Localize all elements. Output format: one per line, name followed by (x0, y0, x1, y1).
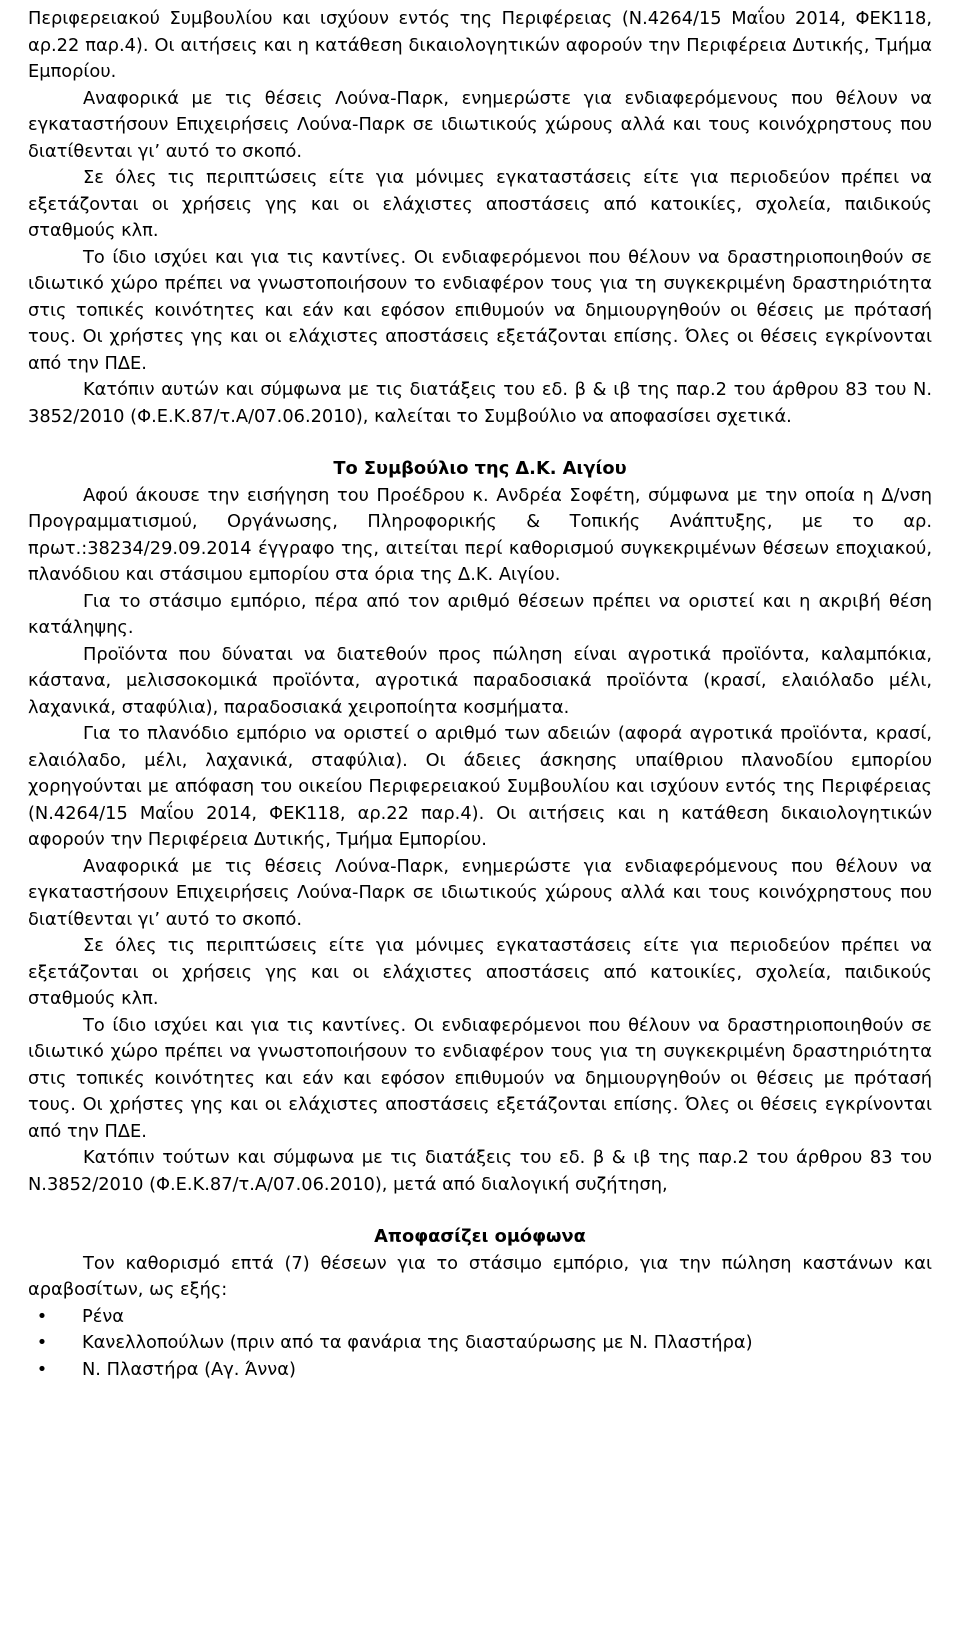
paragraph-continued: Περιφερειακού Συμβουλίου και ισχύουν εντός της Περιφέρειας (Ν.4264/15 Μαΐου 2014, ΦΕΚ118, αρ.22 παρ.4). Οι αιτήσεις και η κατάθεση δικαιολογητικών αφορούν την Περιφέρεια Δυτικής, Τμήμα Εμπορίου. (28, 8, 932, 82)
paragraph-land-use-2: Σε όλες τις περιπτώσεις είτε για μόνιμες εγκαταστάσεις είτε για περιοδεύον πρέπει να εξετάζονται οι χρήσεις γης και οι ελάχιστες αποστάσεις από κατοικίες, σχολεία, παιδικούς σταθμούς κλπ. (28, 935, 932, 1009)
paragraph-land-use: Σε όλες τις περιπτώσεις είτε για μόνιμες εγκαταστάσεις είτε για περιοδεύον πρέπει να εξετάζονται οι χρήσεις γης και οι ελάχιστες αποστάσεις από κατοικίες, σχολεία, παιδικούς σταθμούς κλπ. (28, 167, 932, 241)
list-item-label: Κανελλοπούλων (πριν από τα φανάρια της διασταύρωσης με Ν. Πλαστήρα) (82, 1332, 753, 1353)
bullet-icon: • (36, 1332, 48, 1353)
list-item (28, 1330, 932, 1357)
list-item-label: Ρένα (82, 1305, 124, 1327)
list-item-label: Ν. Πλαστήρα (Αγ. Άννα) (82, 1358, 296, 1380)
document-page (28, 6, 932, 1383)
paragraph-products: Προϊόντα που δύναται να διατεθούν προς πώληση είναι αγροτικά προϊόντα, καλαμπόκια, κάστανα, μελισσοκομικά προϊόντα, αγροτικά παραδοσιακά προϊόντα (κρασί, ελαιόλαδο μέλι, λαχανικά, σταφύλια), παραδοσιακά χειροποίητα κοσμήματα. (28, 643, 932, 718)
paragraph-luna-park: Αναφορικά με τις θέσεις Λούνα-Παρκ, ενημερώστε για ενδιαφερόμενους που θέλουν να εγκαταστήσουν Επιχειρήσεις Λούνα-Παρκ σε ιδιωτικούς χώρους αλλά και τους κοινόχρηστους που διατίθενται γι’ αυτό το σκοπό. (28, 87, 932, 162)
list-item (28, 1357, 932, 1384)
paragraph-proposal: Αφού άκουσε την εισήγηση του Προέδρου κ. Ανδρέα Σοφέτη, σύμφωνα με την οποία η Δ/νση Προγραμματισμού, Οργάνωσης, Πληροφορικής & Τοπικής Ανάπτυξης, με το αρ. πρωτ.:38234/29.09.2014 έγγραφο της, αιτείται περί καθορισμού συγκεκριμένων θέσεων εποχιακού, πλανόδιου και στάσιμου εμπορίου στα όρια της Δ.Κ. Αιγίου. (28, 484, 932, 585)
paragraph-canteens: Το ίδιο ισχύει και για τις καντίνες. Οι ενδιαφερόμενοι που θέλουν να δραστηριοποιηθούν σε ιδιωτικό χώρο πρέπει να γνωστοποιήσουν το ενδιαφέρον τους για τη συγκεκριμένη δραστηριότητα στις τοπικές κοινότητες και εάν και εφόσον επιθυμούν να δημιουργηθούν οι θέσεις με πρότασή τους. Οι χρήστες γης και οι ελάχιστες αποστάσεις εξετάζονται επίσης. Όλες οι θέσεις εγκρίνονται από την ΠΔΕ. (28, 246, 932, 374)
paragraph-itinerant-trade: Για το πλανόδιο εμπόριο να οριστεί ο αριθμό των αδειών (αφορά αγροτικά προϊόντα, κρασί, ελαιόλαδο, μέλι, λαχανικά, σταφύλια). Οι άδειες άσκησης υπαίθριου πλανοδίου εμπορίου χορηγούνται με απόφαση του οικείου Περιφερειακού Συμβουλίου και ισχύουν εντός της Περιφέρειας (Ν.4264/15 Μαΐου 2014, ΦΕΚ118, αρ.22 παρ.4). Οι αιτήσεις και η κατάθεση δικαιολογητικών αφορούν την Περιφέρεια Δυτικής, Τμήμα Εμπορίου. (28, 723, 932, 850)
list-item (28, 1304, 932, 1331)
paragraph-canteens-2: Το ίδιο ισχύει και για τις καντίνες. Οι ενδιαφερόμενοι που θέλουν να δραστηριοποιηθούν σε ιδιωτικό χώρο πρέπει να γνωστοποιήσουν το ενδιαφέρον τους για τη συγκεκριμένη δραστηριότητα στις τοπικές κοινότητες και εάν και εφόσον επιθυμούν να δημιουργηθούν οι θέσεις με πρότασή τους. Οι χρήστες γης και οι ελάχιστες αποστάσεις εξετάζονται επίσης. Όλες οι θέσεις εγκρίνονται από την ΠΔΕ. (28, 1014, 932, 1142)
locations-list (28, 1304, 932, 1384)
paragraph-legal-basis-2: Κατόπιν τούτων και σύμφωνα με τις διατάξεις του εδ. β & ιβ της παρ.2 του άρθρου 83 του Ν.3852/2010 (Φ.Ε.Κ.87/τ.Α/07.06.2010), μετά από διαλογική συζήτηση, (28, 1147, 932, 1195)
bullet-icon: • (36, 1358, 48, 1380)
bullet-icon: • (36, 1305, 48, 1327)
paragraph-legal-basis: Κατόπιν αυτών και σύμφωνα με τις διατάξεις του εδ. β & ιβ της παρ.2 του άρθρου 83 του Ν. 3852/2010 (Φ.Ε.Κ.87/τ.Α/07.06.2010), καλείται το Συμβούλιο να αποφασίσει σχετικά. (28, 379, 932, 427)
paragraph-decision: Τον καθορισμό επτά (7) θέσεων για το στάσιμο εμπόριο, για την πώληση καστάνων και αραβοσίτων, ως εξής: (28, 1252, 932, 1300)
decision-heading: Αποφασίζει ομόφωνα (374, 1226, 586, 1247)
council-heading: Το Συμβούλιο της Δ.Κ. Αιγίου (333, 458, 627, 479)
paragraph-stationary-trade: Για το στάσιμο εμπόριο, πέρα από τον αριθμό θέσεων πρέπει να οριστεί και η ακριβή θέση κατάληψης. (28, 590, 932, 638)
paragraph-luna-park-2: Αναφορικά με τις θέσεις Λούνα-Παρκ, ενημερώστε για ενδιαφερόμενους που θέλουν να εγκαταστήσουν Επιχειρήσεις Λούνα-Παρκ σε ιδιωτικούς χώρους αλλά και τους κοινόχρηστους που διατίθενται γι’ αυτό το σκοπό. (28, 855, 932, 930)
